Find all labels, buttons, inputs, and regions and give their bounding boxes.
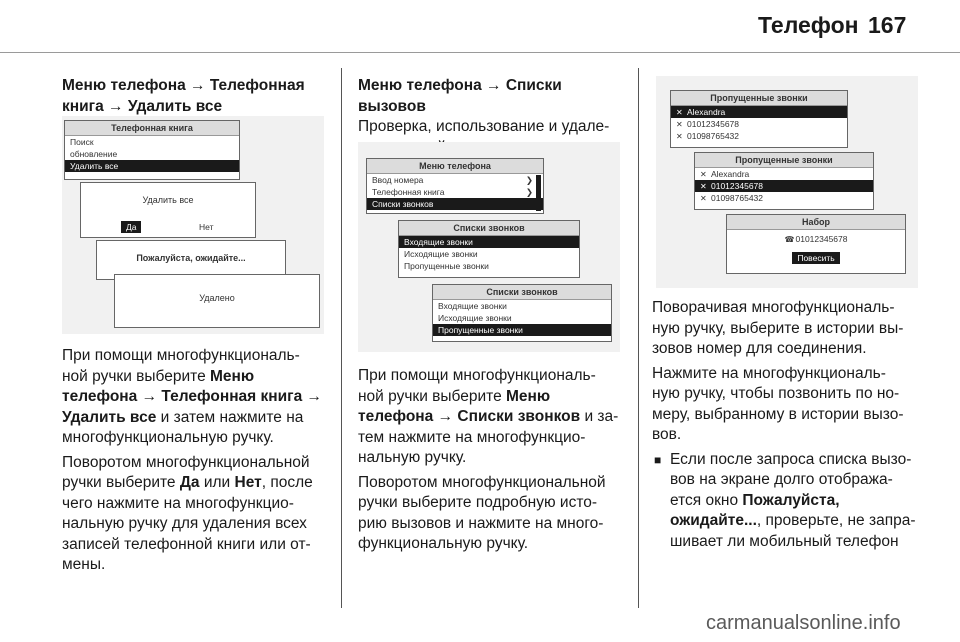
menu-item-selected [367,198,543,210]
text-line: ручки выберите [62,474,180,491]
figure-call-lists-screens [358,142,620,352]
text-line: вов. [652,426,682,443]
hang-up-button: Повесить [792,252,839,264]
menu-item: Исходящие звонки [438,313,512,323]
section-heading-call-lists: Меню телефона → Списки вызовов [358,77,562,115]
missed-call-icon: ✕ [700,170,707,179]
column-2-text [358,366,630,559]
text-line: Поворотом многофункциональной [358,473,606,491]
text-line: нальную ручку для удаления всех [62,515,307,532]
screen-phonebook [64,120,240,180]
heading-line: Меню телефона → Телефонная [62,77,305,94]
screen-title: Телефонная книга [65,121,239,136]
text-line: тем нажмите на многофункцио- [358,428,586,446]
menu-item: Поиск [70,137,94,147]
text-line: ной ручки выберите [358,387,506,405]
chevron-right-icon: ❯ [525,187,533,197]
screen-title: Списки звонков [433,285,611,300]
paragraph [62,346,334,449]
screen-phone-menu [366,158,544,214]
call-entry-label: 01098765432 [711,193,764,203]
text-line: нальную ручку. [358,449,467,466]
text-line: ной ручки выберите [62,367,210,385]
note-bullet [652,450,924,553]
screen-deleted [114,274,320,328]
paragraph [62,453,334,576]
call-entry-selected [671,106,847,118]
arrow: → [137,388,162,405]
text-line: и затем нажмите на [156,408,304,426]
menu-item-label: Телефонная книга [372,187,445,197]
text-line: зовов номер для соединения. [652,340,867,357]
section-heading-delete-all [62,76,334,117]
option-name: Да [179,474,200,491]
column-3-text [652,298,924,556]
menu-name: Списки звонков [457,408,581,425]
chevron-right-icon: ❯ [525,175,533,185]
menu-item [367,174,543,186]
option-name: Нет [234,474,262,491]
menu-name: Удалить все [62,408,157,426]
screen-call-lists [398,220,580,278]
menu-item: обновление [70,149,118,159]
figure-delete-all-screens [62,116,324,334]
page-number: 167 [868,12,907,38]
text-line: , проверьте, не запра- [756,512,916,529]
call-entry-label: 01012345678 [687,119,740,129]
missed-call-icon: ✕ [700,194,707,203]
text-line: чего нажмите на многофункцио- [62,494,294,512]
menu-name: телефона [62,388,138,405]
missed-call-icon: ✕ [676,108,683,117]
text-line: мены. [62,556,106,573]
text-line: многофункциональную ручку. [62,429,274,446]
arrow: → [302,388,323,405]
call-entry-label: Alexandra [711,169,750,179]
screen-title: Удалить все [142,195,194,205]
call-entry-label: Alexandra [687,107,726,117]
screen-title: Списки звонков [399,221,579,236]
menu-item-label: Ввод номера [372,175,424,185]
screen-title: Меню телефона [367,159,543,174]
screen-title: Пропущенные звонки [695,153,873,168]
column-1-text [62,346,334,580]
phone-outgoing-icon: ☎ [784,235,795,244]
page-title: Телефон [758,12,859,38]
menu-item: Пропущенные звонки [404,261,489,271]
screen-missed-calls [670,90,848,148]
screen-title: Набор [727,215,905,230]
text-line: шивает ли мобильный телефон [670,532,899,550]
menu-name: Меню [506,387,551,405]
menu-item: Исходящие звонки [404,249,478,259]
call-entry [671,130,847,142]
watermark: carmanualsonline.info [706,612,901,634]
menu-item [367,186,543,198]
column-divider-2 [638,68,639,608]
text-line: ручки выберите подробную исто- [358,494,598,511]
column-1 [62,76,334,117]
missed-call-icon: ✕ [700,182,707,191]
screen-title: Пожалуйста, ожидайте... [136,253,246,263]
screen-delete-all-confirm [80,182,256,238]
screen-name: Пожалуйста, [742,491,840,509]
text-line: Проверка, использование и удале- [358,118,610,135]
menu-name: Телефонная книга [161,388,303,405]
text-line: ную ручку, чтобы позвонить по но- [652,385,900,402]
scrollbar [536,175,541,211]
menu-name: Меню [210,367,255,385]
yes-button: Да [121,221,141,233]
text-line: При помощи многофункциональ- [62,347,300,364]
text-line: Нажмите на многофункциональ- [652,364,886,382]
heading-line: книга → Удалить все [62,97,223,115]
menu-item-selected: Входящие звонки [399,236,579,248]
missed-call-icon: ✕ [676,120,683,129]
screen-missed-calls-selected [694,152,874,210]
dialing-number [727,230,905,244]
dialed-number: 01012345678 [795,234,848,244]
no-button: Нет [199,222,214,232]
header-rule [0,52,960,53]
figure-missed-calls-screens [656,76,918,288]
text-line: функциональную ручку. [358,535,529,552]
arrow: → [433,408,458,425]
call-entry [671,118,847,130]
menu-name: телефона [358,408,434,425]
screen-title: Удалено [199,293,235,303]
text-line: меру, выбранному в истории вызо- [652,405,904,423]
column-divider-1 [341,68,342,608]
paragraph [358,473,630,555]
text-line: Поворачивая многофункциональ- [652,299,895,316]
text-line: и за- [580,408,619,425]
paragraph [358,366,630,469]
menu-item: Входящие звонки [438,301,507,311]
call-entry-label: 01098765432 [687,131,740,141]
text-line: вов на экране долго отобража- [670,471,893,488]
menu-item-label: Списки звонков [372,199,434,209]
text-line: ную ручку, выберите в истории вы- [652,319,904,337]
text-line: Поворотом многофункциональной [62,453,310,471]
text-line: записей телефонной книги или от- [62,535,311,553]
screen-dialing [726,214,906,274]
menu-item-selected: Пропущенные звонки [433,324,611,336]
call-entry-selected [695,180,873,192]
text-line: ется окно [670,491,743,509]
call-entry [695,168,873,180]
call-entry-label: 01012345678 [711,181,764,191]
text-line: , после [261,474,313,491]
screen-call-lists-missed [432,284,612,342]
screen-title: Пропущенные звонки [671,91,847,106]
call-entry [695,192,873,204]
text-line: При помощи многофункциональ- [358,367,596,384]
text-line: рию вызовов и нажмите на много- [358,514,604,532]
paragraph [652,364,924,446]
text-line: Если после запроса списка вызо- [670,450,912,468]
screen-name: ожидайте... [670,512,757,529]
text-line: или [199,474,235,491]
paragraph [652,298,924,360]
menu-item-selected: Удалить все [65,160,239,172]
missed-call-icon: ✕ [676,132,683,141]
